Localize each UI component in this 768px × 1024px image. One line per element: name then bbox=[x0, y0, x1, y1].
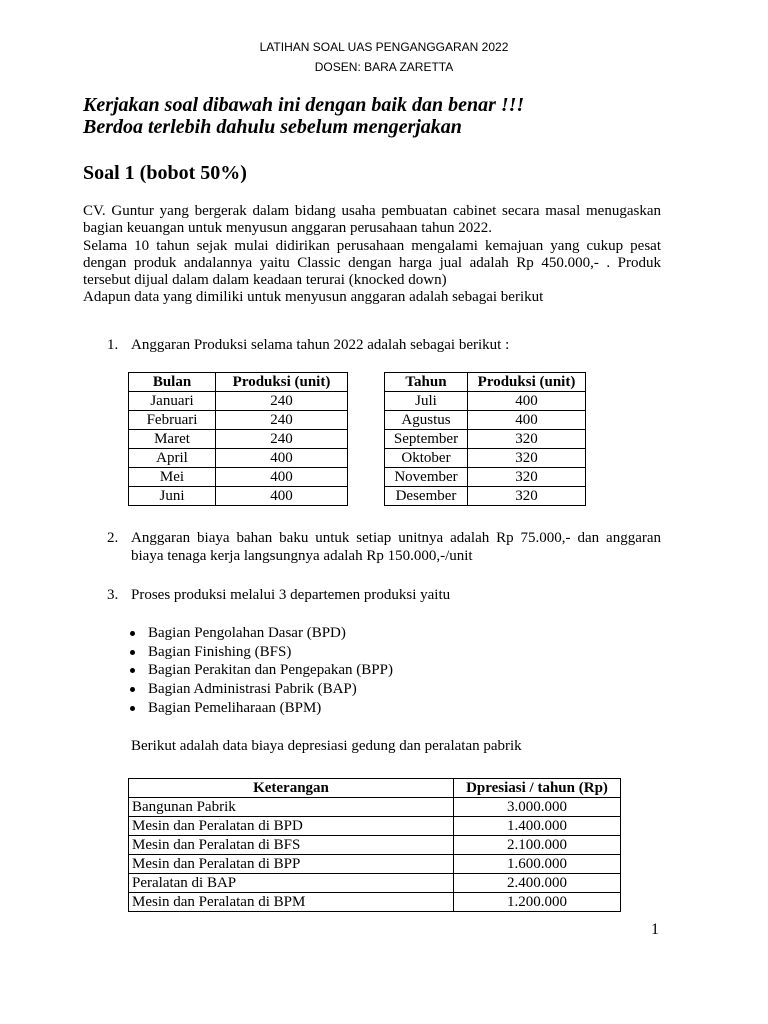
column-header: Produksi (unit) bbox=[468, 373, 586, 392]
table-row bbox=[385, 468, 586, 487]
table-cell: Juli bbox=[385, 392, 468, 411]
table-cell: Januari bbox=[129, 392, 216, 411]
bullet-text: Bagian Pengolahan Dasar (BPD) bbox=[148, 625, 346, 641]
table-row bbox=[129, 874, 621, 893]
table-cell: April bbox=[129, 449, 216, 468]
table-cell: 1.200.000 bbox=[454, 893, 621, 912]
bullet-icon bbox=[130, 650, 135, 655]
table-row bbox=[129, 468, 348, 487]
table-row bbox=[129, 449, 348, 468]
table-cell: 240 bbox=[216, 430, 348, 449]
bullet-text: Bagian Perakitan dan Pengepakan (BPP) bbox=[148, 662, 393, 679]
bullet-text: Bagian Administrasi Pabrik (BAP) bbox=[148, 681, 357, 698]
item-number: 2. bbox=[107, 530, 119, 546]
list-item bbox=[128, 680, 393, 699]
bullet-icon bbox=[130, 706, 135, 711]
item-text bbox=[131, 530, 661, 565]
table-cell: 3.000.000 bbox=[454, 798, 621, 817]
depreciation-table bbox=[128, 778, 621, 912]
table-row bbox=[129, 487, 348, 506]
list-item bbox=[128, 643, 393, 662]
department-list bbox=[128, 624, 393, 718]
bullet-icon bbox=[130, 631, 135, 636]
table-row bbox=[385, 487, 586, 506]
table-row bbox=[129, 893, 621, 912]
item-text: Anggaran Produksi selama tahun 2022 adalah sebagai berikut : bbox=[131, 337, 510, 353]
table-cell: 320 bbox=[468, 487, 586, 506]
table-row bbox=[129, 392, 348, 411]
table-row bbox=[129, 855, 621, 874]
paragraph-line: Adapun data yang dimiliki untuk menyusun anggaran adalah sebagai berikut bbox=[83, 289, 544, 306]
table-row bbox=[385, 392, 586, 411]
table-row bbox=[129, 430, 348, 449]
table-row bbox=[385, 430, 586, 449]
table-cell: Mei bbox=[129, 468, 216, 487]
table-cell: Bangunan Pabrik bbox=[129, 798, 454, 817]
table-cell: Mesin dan Peralatan di BPM bbox=[129, 893, 454, 912]
table-cell: Agustus bbox=[385, 411, 468, 430]
paragraph-line: dengan produk andalannya yaitu Classic dengan harga jual adalah Rp 450.000,- . Produk bbox=[83, 254, 661, 271]
table-cell: 320 bbox=[468, 468, 586, 487]
list-item bbox=[128, 699, 393, 718]
list-item bbox=[128, 624, 393, 643]
table-cell: Maret bbox=[129, 430, 216, 449]
table-row bbox=[129, 836, 621, 855]
table-cell: 400 bbox=[216, 449, 348, 468]
item-number: 1. bbox=[107, 337, 119, 353]
table-cell: 400 bbox=[468, 392, 586, 411]
bullet-icon bbox=[130, 687, 135, 692]
bullet-text: Bagian Finishing (BFS) bbox=[148, 643, 292, 660]
item-number: 3. bbox=[107, 587, 119, 603]
item-text-line: biaya tenaga kerja langsungnya adalah Rp 150.000,-/unit bbox=[131, 547, 473, 564]
table-cell: Peralatan di BAP bbox=[129, 874, 454, 893]
table-row bbox=[385, 411, 586, 430]
table-cell: 240 bbox=[216, 392, 348, 411]
table-cell: 320 bbox=[468, 430, 586, 449]
instruction-line: Kerjakan soal dibawah ini dengan baik dan benar !!! bbox=[83, 94, 525, 116]
paragraph-line: CV. Guntur yang bergerak dalam bidang usaha pembuatan cabinet secara masal menugaskan bbox=[83, 203, 661, 219]
production-table-jan-jun bbox=[128, 372, 348, 506]
table-row bbox=[129, 798, 621, 817]
instruction-line: Berdoa terlebih dahulu sebelum mengerjakan bbox=[83, 116, 462, 138]
paragraph-line: Selama 10 tahun sejak mulai didirikan perusahaan mengalami kemajuan yang cukup pesat bbox=[83, 237, 661, 254]
header-title: LATIHAN SOAL UAS PENGANGGARAN 2022 bbox=[259, 40, 509, 54]
production-table-jul-dec bbox=[384, 372, 586, 506]
table-cell: Februari bbox=[129, 411, 216, 430]
table-cell: Mesin dan Peralatan di BPD bbox=[129, 817, 454, 836]
table-cell: November bbox=[385, 468, 468, 487]
question-title: Soal 1 (bobot 50%) bbox=[83, 162, 247, 184]
table-cell: 400 bbox=[216, 468, 348, 487]
depreciation-intro: Berikut adalah data biaya depresiasi gedung dan peralatan pabrik bbox=[131, 738, 522, 754]
header-lecturer: DOSEN: BARA ZARETTA bbox=[314, 60, 454, 74]
table-cell: Oktober bbox=[385, 449, 468, 468]
table-cell: 400 bbox=[468, 411, 586, 430]
table-cell: 1.600.000 bbox=[454, 855, 621, 874]
table-row bbox=[385, 449, 586, 468]
page-number: 1 bbox=[651, 921, 659, 938]
column-header: Bulan bbox=[129, 373, 216, 392]
table-cell: September bbox=[385, 430, 468, 449]
table-cell: Mesin dan Peralatan di BPP bbox=[129, 855, 454, 874]
table-cell: Juni bbox=[129, 487, 216, 506]
table-cell: 2.100.000 bbox=[454, 836, 621, 855]
column-header: Tahun bbox=[385, 373, 468, 392]
item-text-line: Anggaran biaya bahan baku untuk setiap unitnya adalah Rp 75.000,- dan anggaran bbox=[131, 530, 661, 546]
case-paragraph bbox=[83, 203, 661, 307]
table-cell: 2.400.000 bbox=[454, 874, 621, 893]
column-header: Produksi (unit) bbox=[216, 373, 348, 392]
column-header: Keterangan bbox=[129, 779, 454, 798]
table-cell: 1.400.000 bbox=[454, 817, 621, 836]
table-row bbox=[129, 411, 348, 430]
table-cell: 400 bbox=[216, 487, 348, 506]
table-cell: 320 bbox=[468, 449, 586, 468]
table-cell: 240 bbox=[216, 411, 348, 430]
paragraph-line: tersebut dijual dalam dalam keadaan terurai (knocked down) bbox=[83, 272, 447, 289]
table-cell: Desember bbox=[385, 487, 468, 506]
bullet-text: Bagian Pemeliharaan (BPM) bbox=[148, 699, 322, 716]
instructions bbox=[83, 94, 683, 138]
table-cell: Mesin dan Peralatan di BFS bbox=[129, 836, 454, 855]
table-row bbox=[129, 817, 621, 836]
column-header: Dpresiasi / tahun (Rp) bbox=[454, 779, 621, 798]
bullet-icon bbox=[130, 668, 135, 673]
item-text: Proses produksi melalui 3 departemen produksi yaitu bbox=[131, 587, 451, 603]
paragraph-line: bagian keuangan untuk menyusun anggaran perusahaan tahun 2022. bbox=[83, 220, 493, 237]
list-item bbox=[128, 661, 393, 680]
